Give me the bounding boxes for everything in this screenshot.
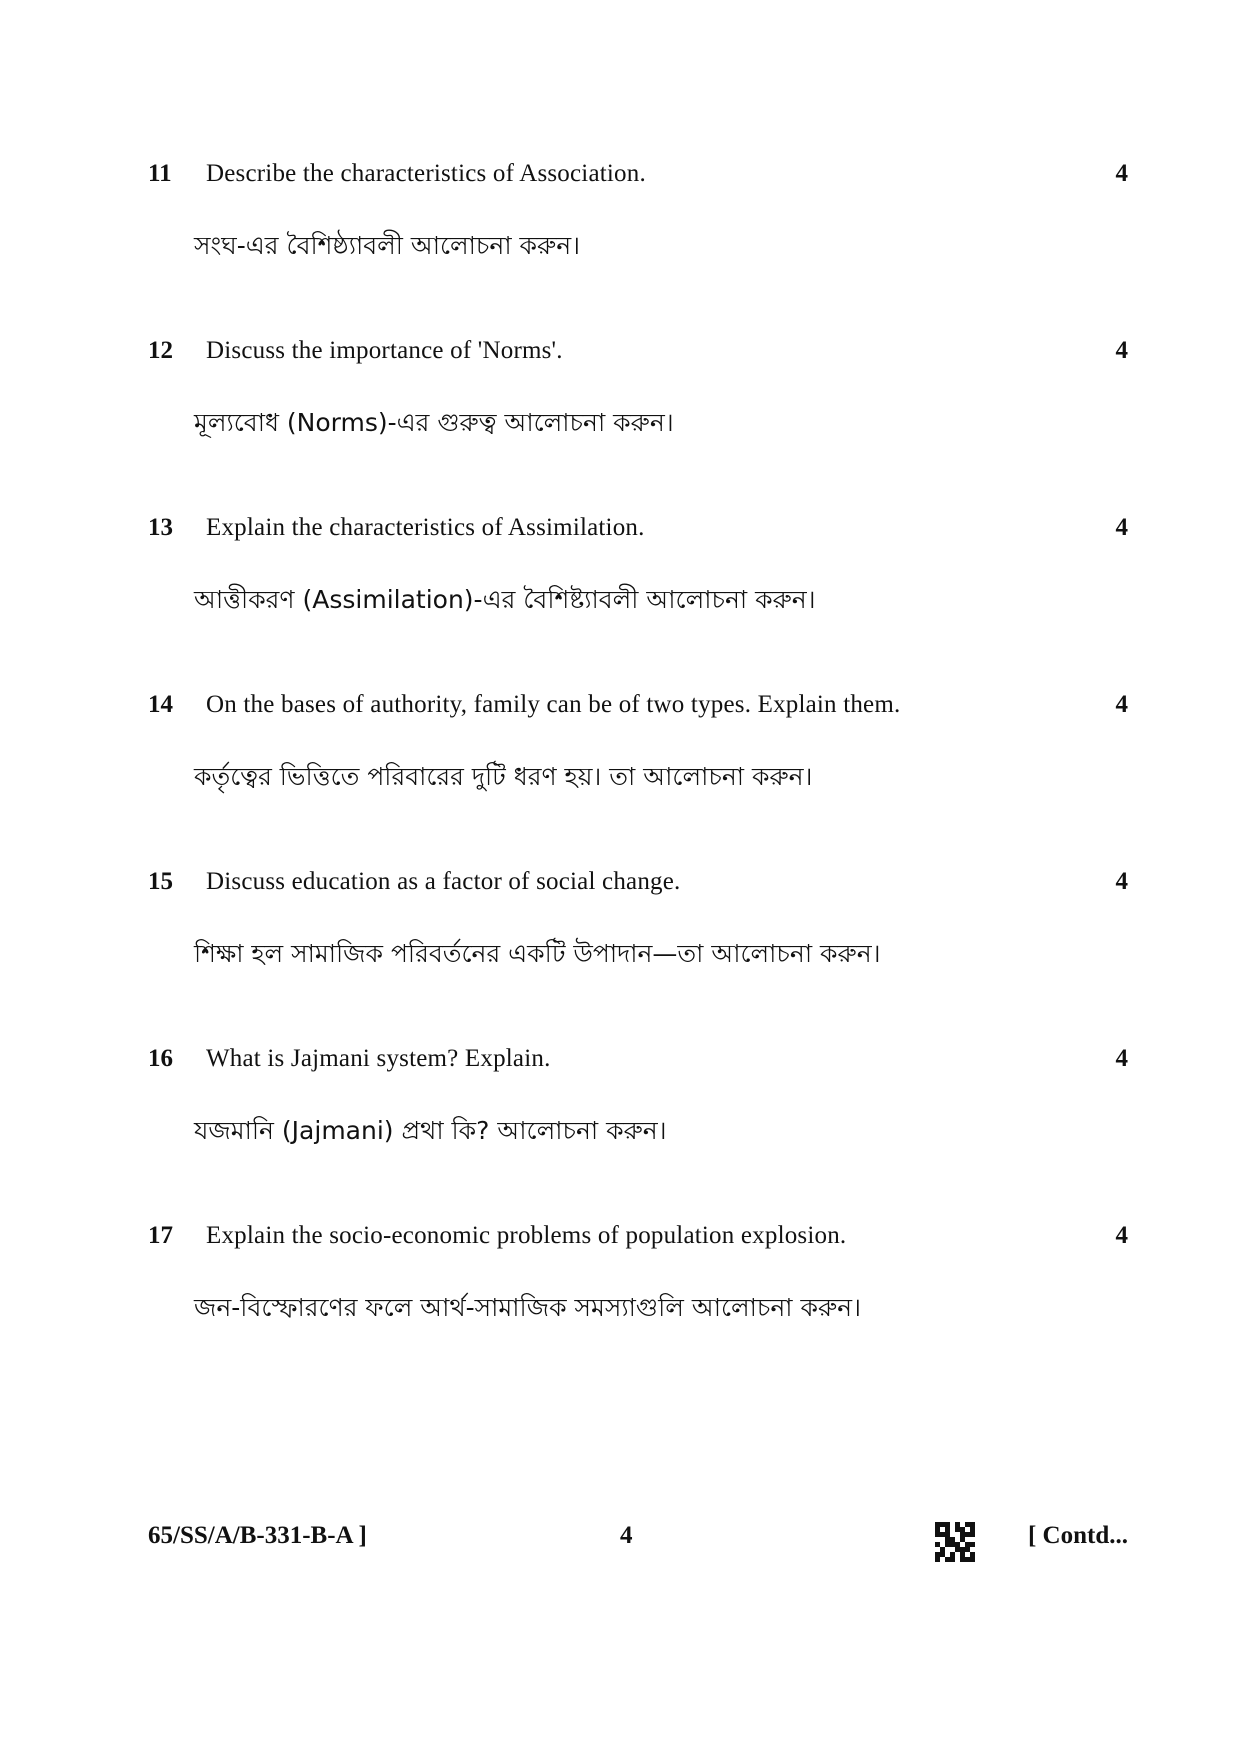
question-text-english: On the bases of authority, family can be of two types. Explain them. [206, 691, 901, 718]
question-number: 14 [148, 691, 173, 718]
page-number: 4 [620, 1522, 633, 1549]
question-text-bengali: সংঘ-এর বৈশিষ্ঠ্যাবলী আলোচনা করুন। [194, 231, 581, 260]
qr-code-icon [935, 1522, 975, 1562]
question-text-english: Discuss education as a factor of social change. [206, 868, 681, 895]
question-number: 17 [148, 1222, 173, 1249]
question-text-bengali: যজমানি (Jajmani) প্রথা কি? আলোচনা করুন। [194, 1116, 667, 1145]
question-marks: 4 [1115, 160, 1128, 187]
question-text-english: Describe the characteristics of Association. [206, 160, 646, 187]
question-text-english: Discuss the importance of 'Norms'. [206, 337, 563, 364]
question-text-english: Explain the socio-economic problems of population explosion. [206, 1222, 847, 1249]
question-marks: 4 [1115, 514, 1128, 541]
question-number: 15 [148, 868, 173, 895]
question-marks: 4 [1115, 1045, 1128, 1072]
question-number: 12 [148, 337, 173, 364]
paper-code: 65/SS/A/B-331-B-A ] [148, 1522, 367, 1549]
page-footer [148, 1522, 1128, 1562]
question-marks: 4 [1115, 868, 1128, 895]
question-number: 16 [148, 1045, 173, 1072]
continued-label: [ Contd... [1027, 1522, 1128, 1549]
question-number: 11 [148, 160, 172, 187]
question-text-bengali: কর্তৃত্বের ভিত্তিতে পরিবারের দুটি ধরণ হয়। তা আলোচনা করুন। [194, 762, 813, 791]
question-text-english: Explain the characteristics of Assimilation. [206, 514, 645, 541]
question-number: 13 [148, 514, 173, 541]
question-text-bengali: আত্তীকরণ (Assimilation)-এর বৈশিষ্ট্যাবলী আলোচনা করুন। [194, 585, 816, 614]
question-marks: 4 [1115, 337, 1128, 364]
question-text-bengali: জন-বিস্ফোরণের ফলে আর্থ-সামাজিক সমস্যাগুলি আলোচনা করুন। [194, 1293, 862, 1322]
question-text-bengali: শিক্ষা হল সামাজিক পরিবর্তনের একটি উপাদান—তা আলোচনা করুন। [194, 939, 881, 968]
question-marks: 4 [1115, 691, 1128, 718]
question-marks: 4 [1115, 1222, 1128, 1249]
question-text-english: What is Jajmani system? Explain. [206, 1045, 551, 1072]
question-text-bengali: মূল্যবোধ (Norms)-এর গুরুত্ব আলোচনা করুন। [194, 408, 674, 437]
